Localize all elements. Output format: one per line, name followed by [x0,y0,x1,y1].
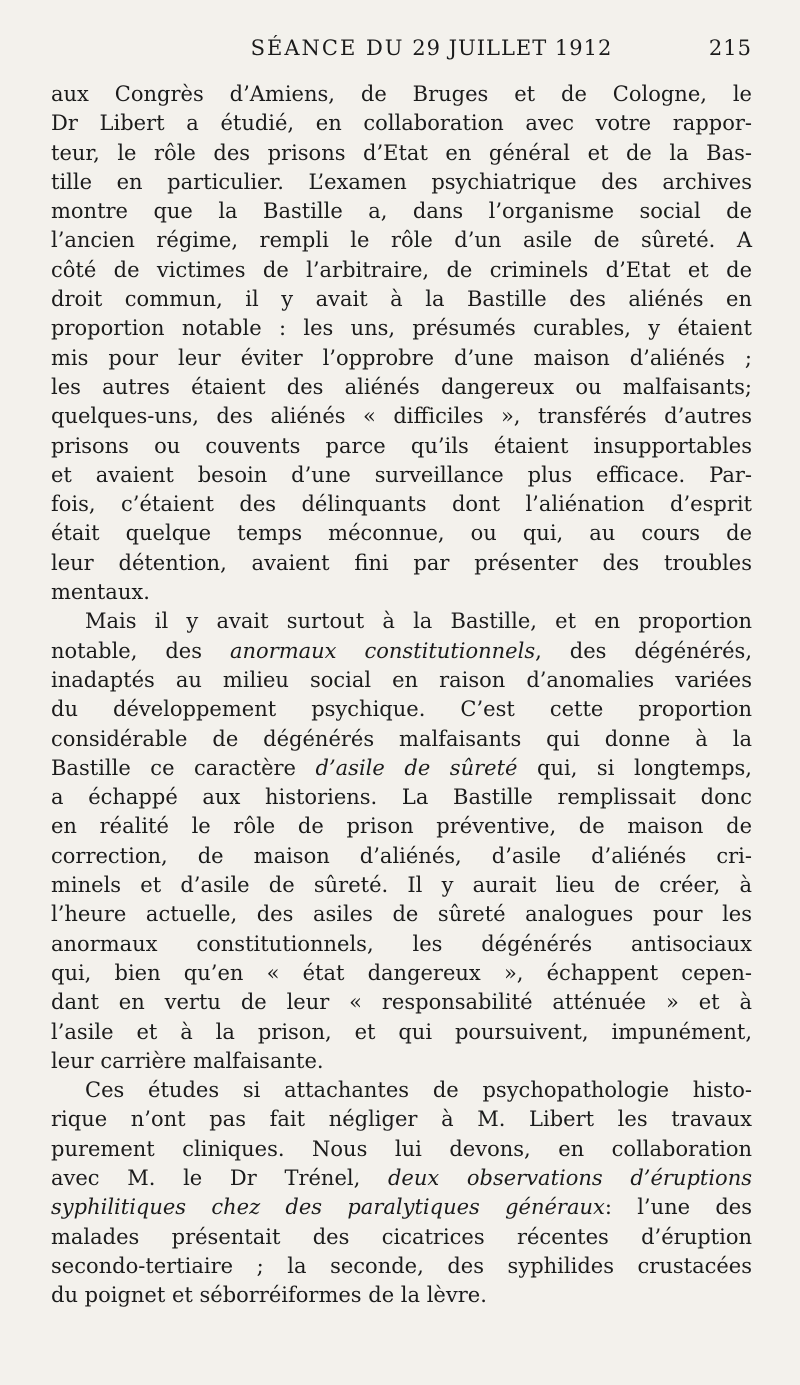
text-line: correction, de maison d’aliénés, d’asile d’aliénés cri- [51,843,752,868]
text-line: les autres étaient des aliénés dangereux ou malfaisants; [51,374,752,399]
text-line: leur détention, avaient fini par présenter des troubles [51,550,752,575]
text-line: fois, c’étaient des délinquants dont l’aliénation d’esprit [51,492,752,517]
text-line: dant en vertu de leur « responsabilité atténuée » et à [51,990,752,1015]
text-line: du poignet et séborréiformes de la lèvre. [51,1283,487,1308]
text-line: et avaient besoin d’une surveillance plus efficace. Par- [51,462,752,487]
body-text [51,80,752,1310]
paragraph-3 [51,1076,752,1310]
text-run: avec M. le Dr Trénel, [51,1165,388,1190]
text-line: du développement psychique. C’est cette proportion [51,697,752,722]
text-line: l’asile et à la prison, et qui poursuivent, impunément, [51,1019,752,1044]
page-number: 215 [708,36,752,60]
text-line [51,754,752,783]
text-run: : l’une des [604,1195,752,1220]
text-line [51,637,752,666]
text-line: mentaux. [51,580,150,605]
text-run: qui, si longtemps, [517,755,752,780]
text-run: notable, des [51,638,230,663]
text-line [51,1164,752,1193]
text-line: Mais il y avait surtout à la Bastille, et en proportion [85,609,752,634]
italic-title: syphilitiques chez des paralytiques généraux [51,1195,605,1220]
text-line: considérable de dégénérés malfaisants qui donne à la [51,726,752,751]
text-line: en réalité le rôle de prison préventive, de maison de [51,814,752,839]
text-line: l’heure actuelle, des asiles de sûreté analogues pour les [51,902,752,927]
running-title [251,36,613,60]
text-line: leur carrière malfaisante. [51,1048,324,1073]
text-line: l’ancien régime, rempli le rôle d’un asile de sûreté. A [51,228,752,253]
text-line: Dr Libert a étudié, en collaboration avec votre rappor- [51,111,752,136]
italic-term: anormaux constitutionnels [230,638,536,663]
running-title-date: 29 JUILLET 1912 [412,36,613,60]
text-line: était quelque temps méconnue, ou qui, au cours de [51,521,752,546]
text-line: Ces études si attachantes de psychopathologie histo- [85,1078,752,1103]
running-title-prefix: SÉANCE DU [250,36,405,60]
text-line: quelques-uns, des aliénés « difficiles », transférés d’autres [51,404,752,429]
text-line: prisons ou couvents parce qu’ils étaient insupportables [51,433,752,458]
text-line: anormaux constitutionnels, les dégénérés antisociaux [51,931,752,956]
text-line: proportion notable : les uns, présumés curables, y étaient [51,316,752,341]
text-line: teur, le rôle des prisons d’Etat en général et de la Bas- [51,140,752,165]
italic-term: d’asile de sûreté [315,755,518,780]
paragraph-1 [51,80,752,607]
text-line: tille en particulier. L’examen psychiatrique des archives [51,169,752,194]
text-line: malades présentait des cicatrices récentes d’éruption [51,1224,752,1249]
text-run: Bastille ce caractère [51,755,316,780]
text-run: , des dégénérés, [535,638,752,663]
paragraph-2 [51,607,752,1076]
italic-title: deux observations d’éruptions [387,1165,752,1190]
text-line [51,1193,752,1222]
text-line: côté de victimes de l’arbitraire, de criminels d’Etat et de [51,257,752,282]
text-line: purement cliniques. Nous lui devons, en collaboration [51,1136,752,1161]
text-line: a échappé aux historiens. La Bastille remplissait donc [51,785,752,810]
text-line: minels et d’asile de sûreté. Il y aurait lieu de créer, à [51,873,752,898]
text-line: inadaptés au milieu social en raison d’anomalies variées [51,667,752,692]
running-head [51,36,752,66]
text-line: secondo-tertiaire ; la seconde, des syphilides crustacées [51,1253,752,1278]
text-line: qui, bien qu’en « état dangereux », échappent cepen- [51,960,752,985]
text-line: droit commun, il y avait à la Bastille des aliénés en [51,287,752,312]
text-line: rique n’ont pas fait négliger à M. Libert les travaux [51,1107,752,1132]
text-line: aux Congrès d’Amiens, de Bruges et de Cologne, le [51,82,752,106]
text-line: montre que la Bastille a, dans l’organisme social de [51,199,752,224]
text-line: mis pour leur éviter l’opprobre d’une maison d’aliénés ; [51,345,752,370]
